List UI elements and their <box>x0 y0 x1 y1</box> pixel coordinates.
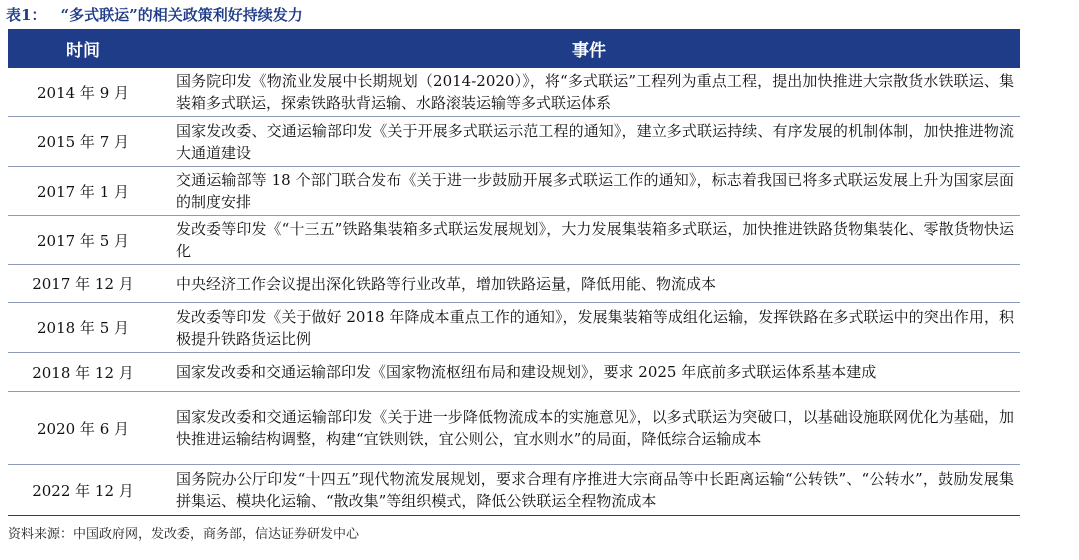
row-event: 发改委等印发《“十三五”铁路集装箱多式联运发展规划》，大力发展集装箱多式联运，加快推进铁路货物集装化、零散货物快运化 <box>158 216 1020 265</box>
table-row <box>8 465 1020 516</box>
table-row <box>8 216 1020 265</box>
table-row <box>8 265 1020 303</box>
row-event: 交通运输部等 18 个部门联合发布《关于进一步鼓励开展多式联运工作的通知》，标志着我国已将多式联运发展上升为国家层面的制度安排 <box>158 167 1020 216</box>
table-caption <box>6 4 303 26</box>
table-row <box>8 167 1020 216</box>
table-row <box>8 392 1020 465</box>
table-header-row <box>8 29 1020 68</box>
row-date: 2017 年 12 月 <box>8 265 158 303</box>
header-time: 时间 <box>8 29 158 68</box>
table-row <box>8 303 1020 353</box>
table-row <box>8 353 1020 392</box>
row-event: 国家发改委和交通运输部印发《关于进一步降低物流成本的实施意见》，以多式联运为突破口，以基础设施联网优化为基础，加快推进运输结构调整，构建“宜铁则铁，宜公则公，宜水则水”的局面，降低综合运输成本 <box>158 392 1020 465</box>
policy-table <box>8 29 1020 516</box>
table-caption-text: “多式联运”的相关政策利好持续发力 <box>60 6 303 24</box>
row-date: 2018 年 12 月 <box>8 353 158 392</box>
row-date: 2020 年 6 月 <box>8 392 158 465</box>
table-row <box>8 68 1020 117</box>
row-event: 中央经济工作会议提出深化铁路等行业改革，增加铁路运量，降低用能、物流成本 <box>158 265 1020 303</box>
row-event: 国务院印发《物流业发展中长期规划（2014-2020）》，将“多式联运”工程列为重点工程，提出加快推进大宗散货水铁联运、集装箱多式联运，探索铁路驮背运输、水路滚装运输等多式联运体系 <box>158 68 1020 117</box>
row-event: 国务院办公厅印发“十四五”现代物流发展规划，要求合理有序推进大宗商品等中长距离运输“公转铁”、“公转水”，鼓励发展集拼集运、模块化运输、“散改集”等组织模式，降低公铁联运全程物流成本 <box>158 465 1020 516</box>
row-date: 2018 年 5 月 <box>8 303 158 353</box>
row-event: 发改委等印发《关于做好 2018 年降成本重点工作的通知》，发展集装箱等成组化运输，发挥铁路在多式联运中的突出作用，积极提升铁路货运比例 <box>158 303 1020 353</box>
source-note: 资料来源：中国政府网，发改委，商务部，信达证券研发中心 <box>8 527 360 542</box>
header-event: 事件 <box>158 29 1020 68</box>
row-event: 国家发改委和交通运输部印发《国家物流枢纽布局和建设规划》，要求 2025 年底前多式联运体系基本建成 <box>158 353 1020 392</box>
row-date: 2022 年 12 月 <box>8 465 158 516</box>
table-row <box>8 117 1020 167</box>
row-date: 2015 年 7 月 <box>8 117 158 167</box>
table-caption-label: 表1： <box>6 6 47 24</box>
row-date: 2014 年 9 月 <box>8 68 158 117</box>
row-event: 国家发改委、交通运输部印发《关于开展多式联运示范工程的通知》，建立多式联运持续、有序发展的机制体制，加快推进物流大通道建设 <box>158 117 1020 167</box>
row-date: 2017 年 1 月 <box>8 167 158 216</box>
row-date: 2017 年 5 月 <box>8 216 158 265</box>
